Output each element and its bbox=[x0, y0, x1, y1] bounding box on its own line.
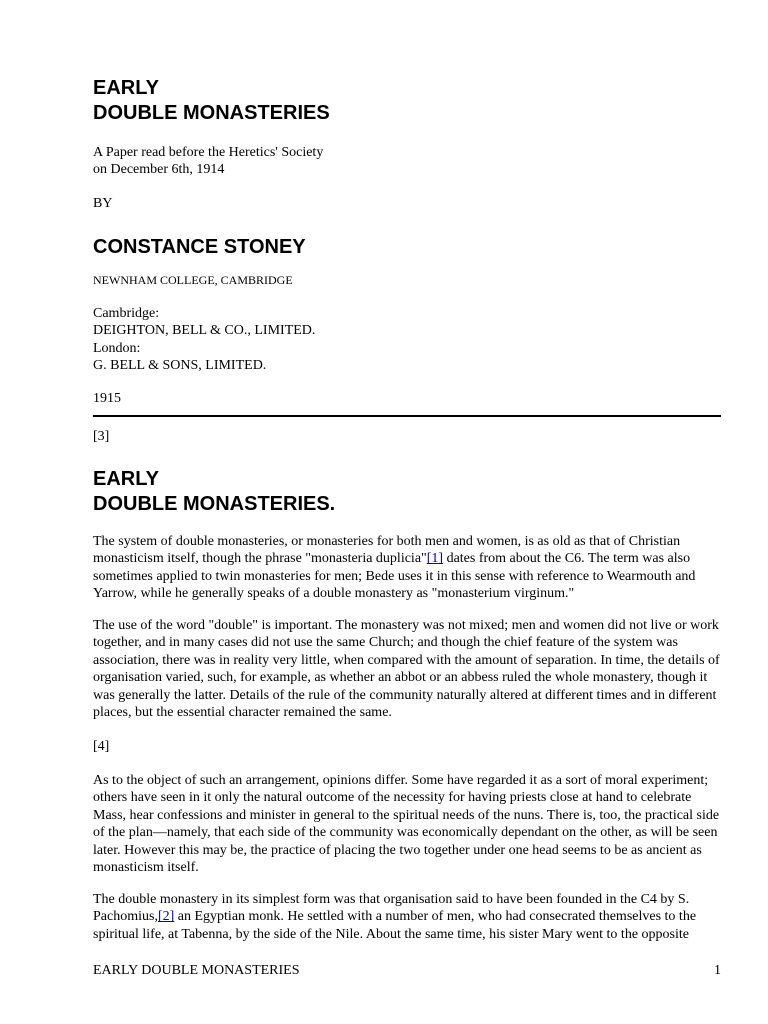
horizontal-rule bbox=[93, 415, 721, 417]
title-line-2: DOUBLE MONASTERIES bbox=[93, 102, 330, 124]
footer-page-number: 1 bbox=[714, 963, 721, 978]
page-marker-3: [3] bbox=[93, 429, 110, 444]
paragraph-2: The use of the word "double" is important. The monastery was not mixed; men and women did not live or work together, and in many cases did not use the same Church; and though the chief feature of the system was association, there was in reality very little, when compared with the amount of separation. In time, the details of organisation varied, such, for example, as whether an abbot or an abbess ruled the whole monastery, though it was generally the latter. Details of the rule of the community naturally altered at different times and in different places, but the essential character remained the same. bbox=[93, 618, 720, 721]
subtitle bbox=[93, 144, 323, 179]
paragraph-4-text-b: an Egyptian monk. He settled with a number of men, who had consecrated themselves to the spiritual life, at Tabenna, by the side of the Nile. About the same time, his sister Mary went to the opposite bbox=[93, 909, 697, 942]
paragraph-3: As to the object of such an arrangement, opinions differ. Some have regarded it as a sort of moral experiment; others have seen in it only the natural outcome of the necessity for having priests close at hand to celebrate Mass, hear confessions and minister in general to the spiritual needs of the nuns. There is, too, the practical side of the plan—namely, that each side of the community was economically dependant on the other, as will be seen later. However this may be, the practice of placing the two together under one head seems to be as ancient as monasticism itself. bbox=[93, 773, 720, 876]
publisher-line-3: London: bbox=[93, 340, 141, 356]
chapter-title-line-1: EARLY bbox=[93, 468, 159, 490]
footnote-link-1[interactable]: [1] bbox=[426, 551, 444, 567]
footnote-link-2[interactable]: [2] bbox=[157, 909, 175, 925]
subtitle-line-1: A Paper read before the Heretics' Society bbox=[93, 145, 324, 160]
chapter-title-line-2: DOUBLE MONASTERIES. bbox=[93, 493, 336, 515]
paragraph-4-text-a: The double monastery in its simplest form was that organisation said to have been founded in the C4 by S. Pachomius, bbox=[93, 892, 690, 925]
paragraph-1-text-a: The system of double monasteries, or monasteries for both men and women, is as old as that of Christian monasticism itself, though the phrase "monasteria duplicia" bbox=[93, 534, 681, 567]
publisher-line-2: DEIGHTON, BELL & CO., LIMITED. bbox=[93, 323, 316, 339]
chapter-title bbox=[93, 467, 335, 517]
paragraph-1-text-b: dates from about the C6. The term was also sometimes applied to twin monasteries for men; Bede uses it in this sense with reference to Wearmouth and Yarrow, while he generally speaks of a double monastery as "monasterium virginum." bbox=[93, 551, 696, 602]
publication-year: 1915 bbox=[93, 391, 121, 406]
publisher-line-4: G. BELL & SONS, LIMITED. bbox=[93, 358, 267, 374]
affiliation: NEWNHAM COLLEGE, CAMBRIDGE bbox=[93, 273, 293, 287]
page-footer bbox=[93, 962, 721, 979]
footer-running-title: EARLY DOUBLE MONASTERIES bbox=[93, 963, 300, 978]
publisher-block bbox=[93, 305, 315, 375]
paragraph-1 bbox=[93, 533, 721, 603]
by-line: BY bbox=[93, 196, 113, 211]
author-name: CONSTANCE STONEY bbox=[93, 236, 306, 258]
publisher-line-1: Cambridge: bbox=[93, 306, 160, 321]
page-marker-4: [4] bbox=[93, 739, 110, 754]
title-heading bbox=[93, 76, 330, 126]
title-line-1: EARLY bbox=[93, 77, 159, 99]
subtitle-line-2: on December 6th, 1914 bbox=[93, 162, 225, 178]
paragraph-4 bbox=[93, 891, 721, 943]
